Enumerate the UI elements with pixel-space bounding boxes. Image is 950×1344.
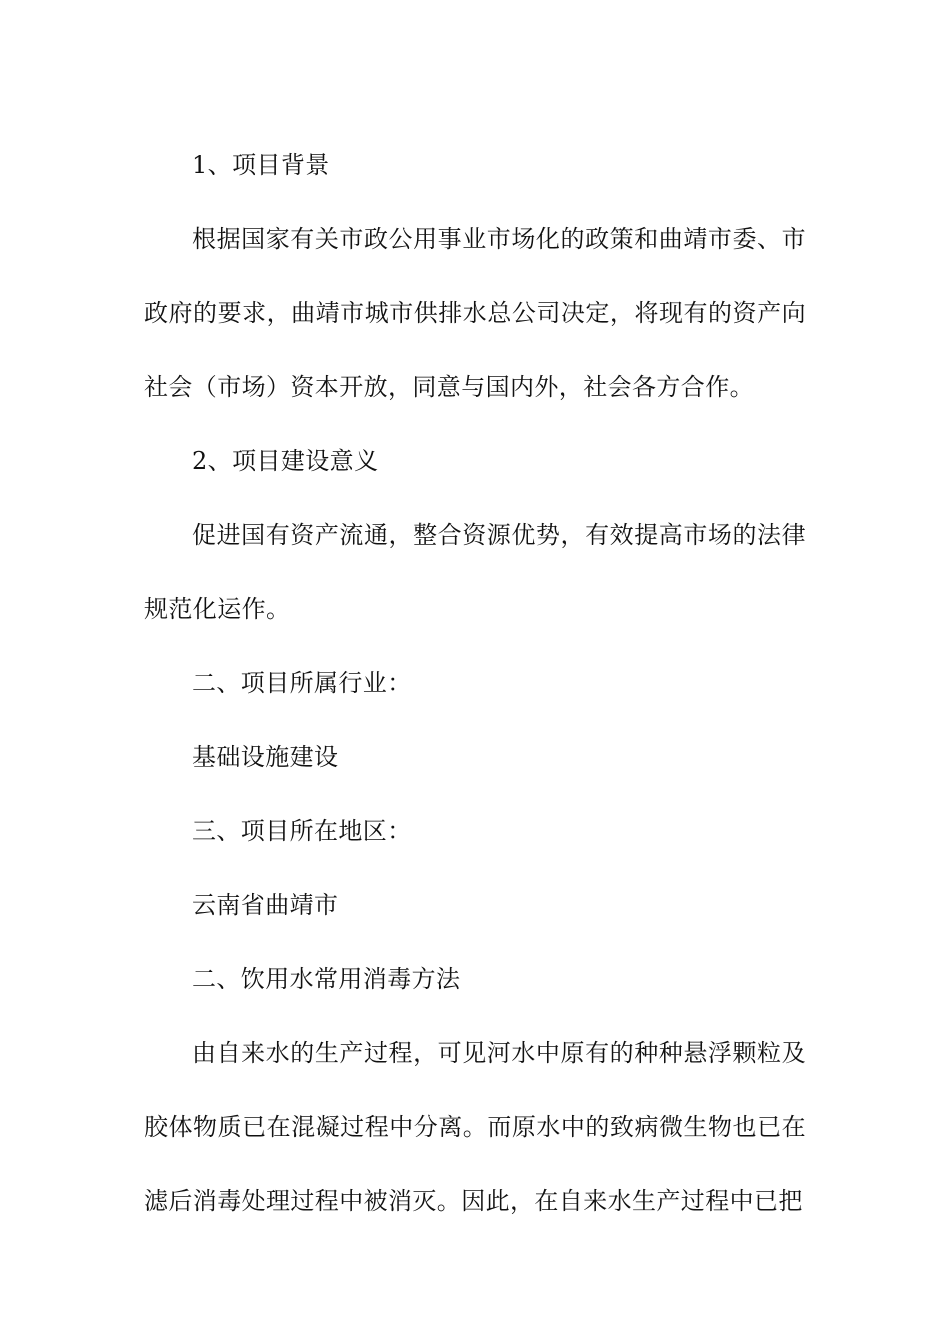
paragraph-industry-value: 基础设施建设 <box>192 743 339 771</box>
heading-project-background: 1、项目背景 <box>192 151 330 179</box>
paragraph-region-value: 云南省曲靖市 <box>192 891 339 919</box>
document-body <box>144 128 806 1238</box>
paragraph-background-text: 根据国家有关市政公用事业市场化的政策和曲靖市委、市政府的要求，曲靖市城市供排水总公司决定，将现有的资产向社会（市场）资本开放，同意与国内外，社会各方合作。 <box>144 225 806 401</box>
paragraph-significance-text: 促进国有资产流通，整合资源优势，有效提高市场的法律规范化运作。 <box>144 521 806 623</box>
heading-project-significance: 2、项目建设意义 <box>192 447 379 475</box>
heading-disinfection-methods: 二、饮用水常用消毒方法 <box>192 965 461 993</box>
heading-region: 三、项目所在地区： <box>192 817 412 845</box>
paragraph-disinfection-text: 由自来水的生产过程，可见河水中原有的种种悬浮颗粒及胶体物质已在混凝过程中分离。而原水中的致病微生物也已在滤后消毒处理过程中被消灭。因此，在自来水生产过程中已把 <box>144 1039 806 1215</box>
heading-industry: 二、项目所属行业： <box>192 669 412 697</box>
